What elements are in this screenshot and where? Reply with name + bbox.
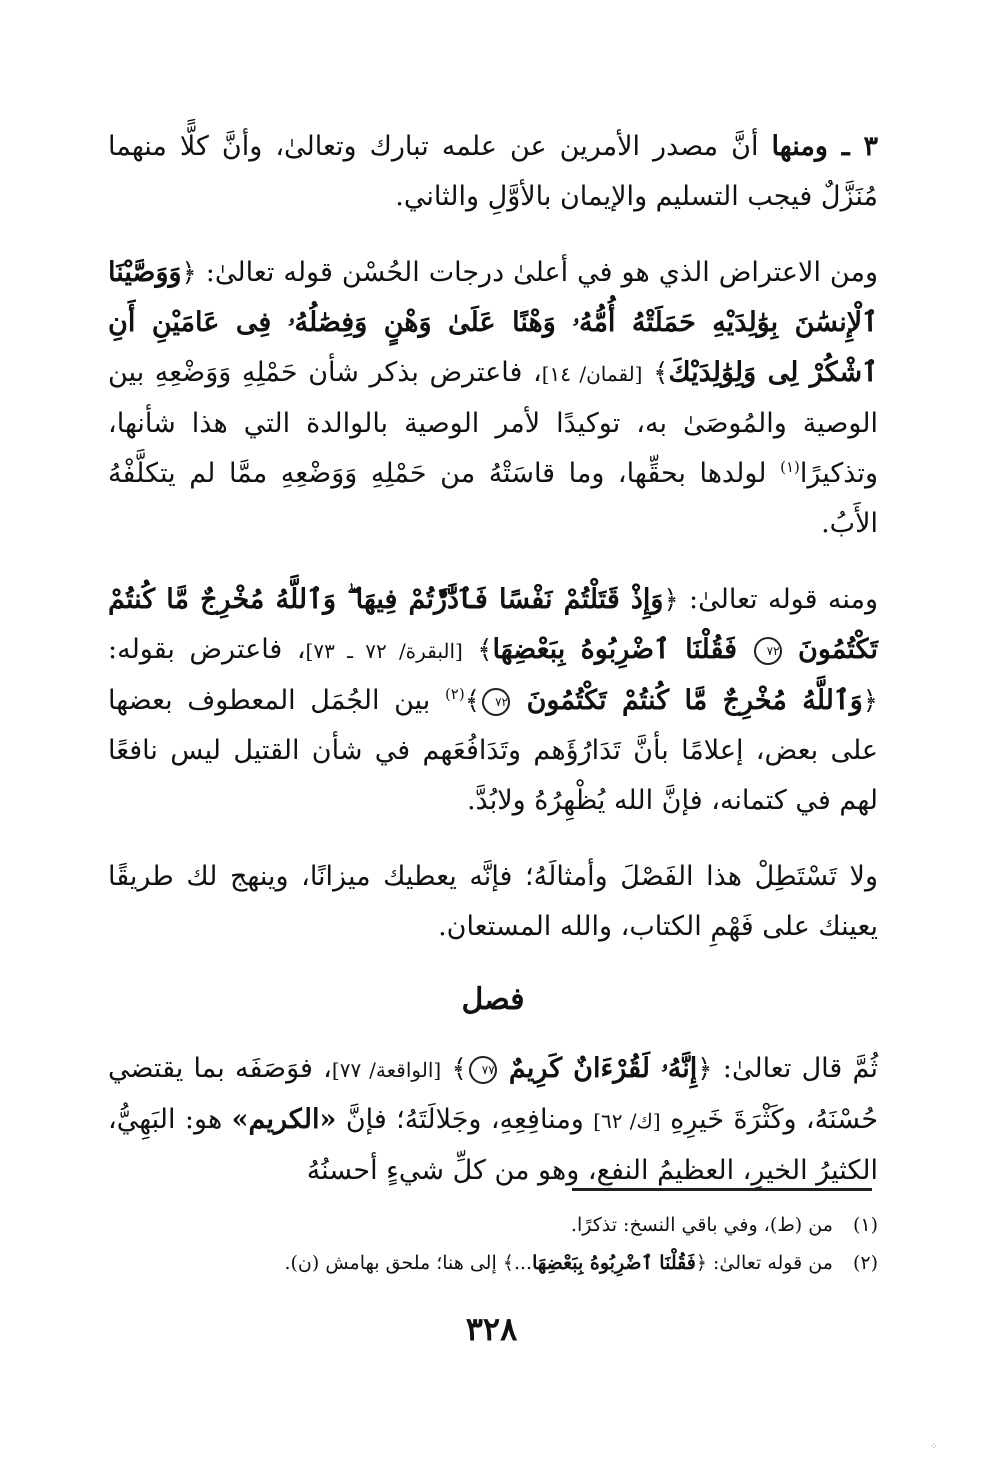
page-body (108, 122, 878, 1222)
footnote-number: (١) (852, 1214, 878, 1236)
quran-verse: فَقُلْنَا ٱضْرِبُوهُ بِبَعْضِهَا (492, 634, 738, 665)
defined-term: «الكريم» (231, 1104, 337, 1135)
verse-reference: [البقرة/ ٧٢ ـ ٧٣] (305, 639, 463, 663)
footnote-marker[interactable]: (١) (780, 458, 800, 476)
footnote-2: (٢) من قوله تعالىٰ: ﴿فَقُلْنَا ٱضْرِبُوهُ بِبَعْضِهَا...﴾ إلى هنا؛ ملحق بهامش (ن). (108, 1244, 878, 1282)
quran-verse: إِنَّهُۥ لَقُرْءَانٌ كَرِيمٌ (508, 1053, 698, 1084)
paragraph-text: ومنافِعِهِ، وجَلالَتَهُ؛ فإنَّ (345, 1104, 584, 1135)
quran-verse: وَٱللَّهُ مُخْرِجٌ مَّا كُنتُمْ تَكْتُمُونَ (526, 685, 863, 716)
quran-open-brace: ﴿ (862, 686, 878, 716)
footnote-text: من (ط)، وفي باقي النسخ: تذكرًا. (570, 1214, 833, 1236)
verse-reference: [لقمان/ ١٤] (541, 362, 643, 386)
paragraph-intro: ومنه قوله تعالىٰ: (689, 584, 878, 615)
paragraph-intro: ثُمَّ قال تعالىٰ: (722, 1053, 879, 1084)
ayah-number-mark: ٧٢ (482, 688, 510, 716)
quran-close-brace: ﴾ (653, 358, 669, 388)
quran-verse: وَإِذْ قَتَلْتُمْ نَفْسًا فَٱدَّٰرَْٰٔتُمْ فِيهَا ۖ وَٱللَّهُ مُخْرِجٌ مَّا كُنتُمْ تَكْتُمُونَ (108, 584, 878, 665)
quran-close-brace: ﴾ (451, 1054, 467, 1084)
quran-open-brace: ﴿ (663, 585, 679, 615)
paragraph-3 (108, 575, 878, 826)
quran-close-brace: ﴾ (464, 686, 480, 716)
paragraph-2 (108, 248, 878, 549)
ayah-number-mark: ٧٢ (754, 637, 782, 665)
point-lead: ٣ ـ ومنها (771, 131, 878, 162)
footnotes (108, 1206, 878, 1282)
footnote-marker[interactable]: (٢) (444, 685, 465, 703)
paragraph-text: ، فاعترض بقوله: (108, 634, 306, 665)
manuscript-reference: [ك/ ٦٢] (593, 1109, 661, 1133)
footnote-number: (٢) (852, 1252, 878, 1274)
scan-mark: ⁘ (930, 1442, 938, 1452)
footnote-divider (572, 1188, 872, 1191)
footnote-1 (108, 1206, 878, 1244)
quran-open-brace: ﴿ (181, 258, 197, 288)
paragraph-4 (108, 852, 878, 952)
ayah-number-mark: ٧٧ (469, 1056, 497, 1084)
paragraph-text: ، فاعترض بذكر شأن حَمْلِهِ وَوَضْعِهِ بين الوصية والمُوصَىٰ به، توكيدًا لأمر الوصية بالوالدة التي هذا شأنها، وتذكيرًا (108, 357, 878, 489)
quran-close-brace: ﴾ (502, 1252, 514, 1274)
paragraph-text-end: لولدها بحقِّها، وما قاسَتْهُ من حَمْلِهِ وَوَضْعِهِ ممَّا لم يتكلَّفْهُ الأَبُ. (108, 458, 878, 539)
verse-reference: [الواقعة/ ٧٧] (331, 1058, 442, 1082)
paragraph-text: هو: البَهِيُّ، الكثيرُ الخيرِ، العظيمُ النفعِ، وهو من كلِّ شيءٍ أحسنُهُ (108, 1104, 878, 1186)
paragraph-intro: ومن الاعتراض الذي هو في أعلىٰ درجات الحُسْن قوله تعالىٰ: (205, 257, 878, 288)
paragraph-1 (108, 122, 878, 222)
paragraph-text: ولا تَسْتَطِلْ هذا الفَصْلَ وأمثالَهُ؛ فإنَّه يعطيك ميزانًا، وينهج لك طريقًا يعينك على فَهْمِ الكتاب، والله المستعان. (108, 861, 878, 942)
paragraph-text: ، فوَصَفَه بما يقتضي حُسْنَهُ، وكَثْرَةَ خَيرِهِ (108, 1053, 879, 1135)
quran-close-brace: ﴾ (477, 635, 493, 665)
quran-open-brace: ﴿ (697, 1054, 713, 1084)
paragraph-text: أنَّ مصدر الأمرين عن علمه تبارك وتعالىٰ، وأنَّ كلًّا منهما مُنَزَّلٌ فيجب التسليم والإيمان بالأوَّلِ والثاني. (108, 131, 878, 212)
footnote-text: من قوله تعالىٰ: (713, 1252, 833, 1274)
page-number: ٣٢٨ (465, 1310, 518, 1348)
section-heading: فصل (461, 982, 525, 1017)
quran-open-brace: ﴿ (695, 1252, 707, 1274)
quran-verse: وَوَصَّيْنَا ٱلْإِنسَٰنَ بِوَٰلِدَيْهِ حَمَلَتْهُ أُمُّهُۥ وَهْنًا عَلَىٰ وَهْنٍ وَفِصَٰلُهُۥ فِى عَامَيْنِ أَنِ ٱشْكُرْ لِى وَلِوَٰلِدَيْكَ (108, 257, 878, 388)
paragraph-text: بين الجُمَل المعطوف بعضها على بعض، إعلامًا بأنَّ تَدَارُؤَهم وتَدَافُعَهم في شأن القتيل ليس نافعًا لهم في كتمانه، فإنَّ الله يُظْهِرُهُ ولابُدَّ. (108, 685, 878, 816)
quran-verse: فَقُلْنَا ٱضْرِبُوهُ بِبَعْضِهَا (532, 1252, 696, 1274)
paragraph-5 (108, 1044, 878, 1196)
footnote-text: إلى هنا؛ ملحق بهامش (ن). (284, 1252, 497, 1274)
